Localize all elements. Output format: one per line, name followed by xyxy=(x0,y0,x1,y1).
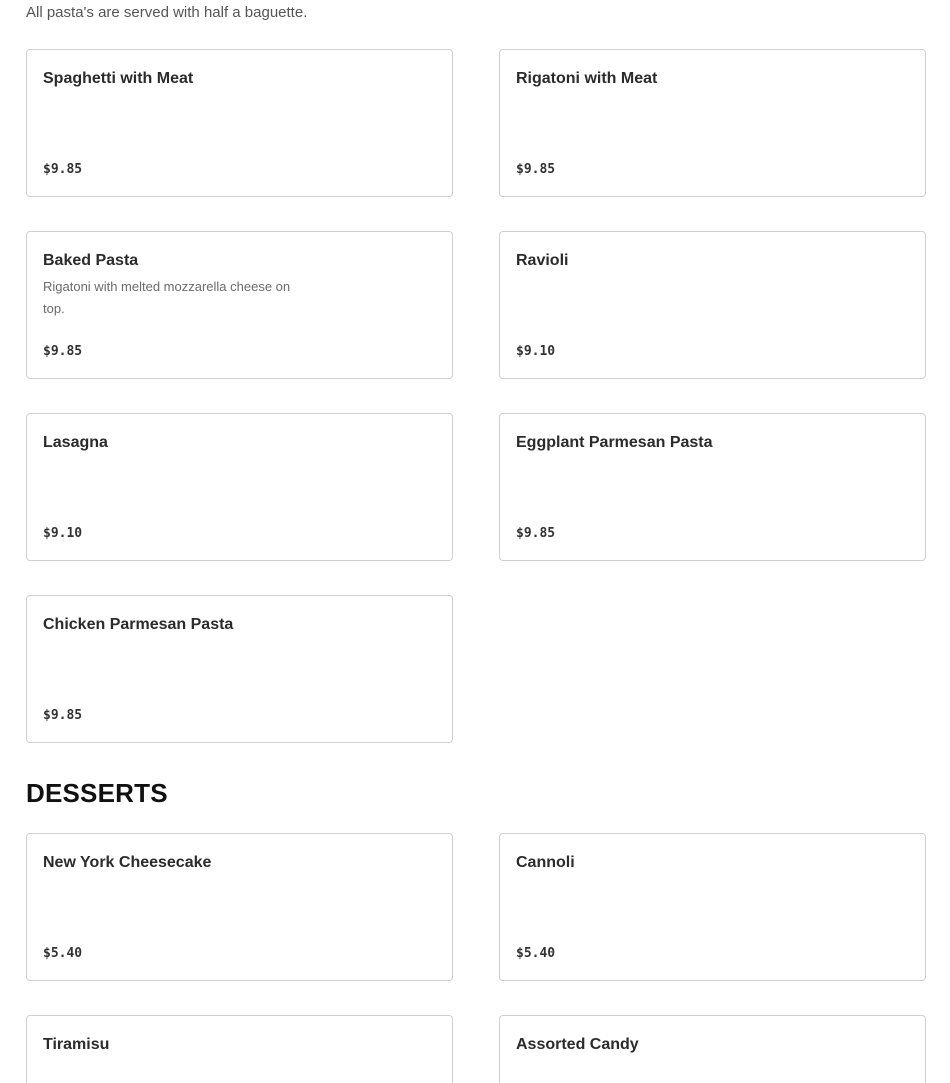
menu-item-name: Rigatoni with Meat xyxy=(516,70,658,87)
menu-item-card[interactable] xyxy=(499,833,926,981)
menu-item-card[interactable] xyxy=(26,1015,453,1083)
menu-item-card[interactable] xyxy=(499,413,926,561)
menu-item-price: $5.40 xyxy=(43,946,83,961)
menu-item-price: $9.85 xyxy=(516,526,556,541)
menu-item-card[interactable] xyxy=(499,231,926,379)
menu-item-price: $9.85 xyxy=(516,162,556,177)
menu-item-name: Chicken Parmesan Pasta xyxy=(43,616,234,633)
menu-item-price: $9.85 xyxy=(43,708,83,723)
menu-item-name: New York Cheesecake xyxy=(43,854,212,871)
menu-item-card[interactable] xyxy=(26,833,453,981)
menu-item-price: $5.40 xyxy=(516,946,556,961)
menu-item-price: $9.10 xyxy=(43,526,83,541)
menu-item-name: Spaghetti with Meat xyxy=(43,70,194,87)
menu-item-name: Assorted Candy xyxy=(516,1036,639,1053)
menu-item-card[interactable] xyxy=(26,413,453,561)
menu-item-name: Cannoli xyxy=(516,854,575,871)
menu-item-card[interactable] xyxy=(26,231,453,379)
menu-item-price: $9.85 xyxy=(43,162,83,177)
menu-item-card[interactable] xyxy=(26,49,453,197)
menu-item-name: Eggplant Parmesan Pasta xyxy=(516,434,713,451)
menu-item-name: Lasagna xyxy=(43,434,108,451)
menu-item-price: $9.85 xyxy=(43,344,83,359)
desserts-heading: DESSERTS xyxy=(26,778,168,808)
menu-item-name: Baked Pasta xyxy=(43,252,139,269)
menu-item-card[interactable] xyxy=(26,595,453,743)
menu-item-price: $9.10 xyxy=(516,344,556,359)
menu-item-name: Tiramisu xyxy=(43,1036,110,1053)
pasta-section-note: All pasta's are served with half a baguette. xyxy=(26,4,308,21)
menu-item-card[interactable] xyxy=(499,1015,926,1083)
menu-item-description: Rigatoni with melted mozzarella cheese on top. xyxy=(43,279,291,316)
menu-item-name: Ravioli xyxy=(516,252,569,269)
menu-item-card[interactable] xyxy=(499,49,926,197)
